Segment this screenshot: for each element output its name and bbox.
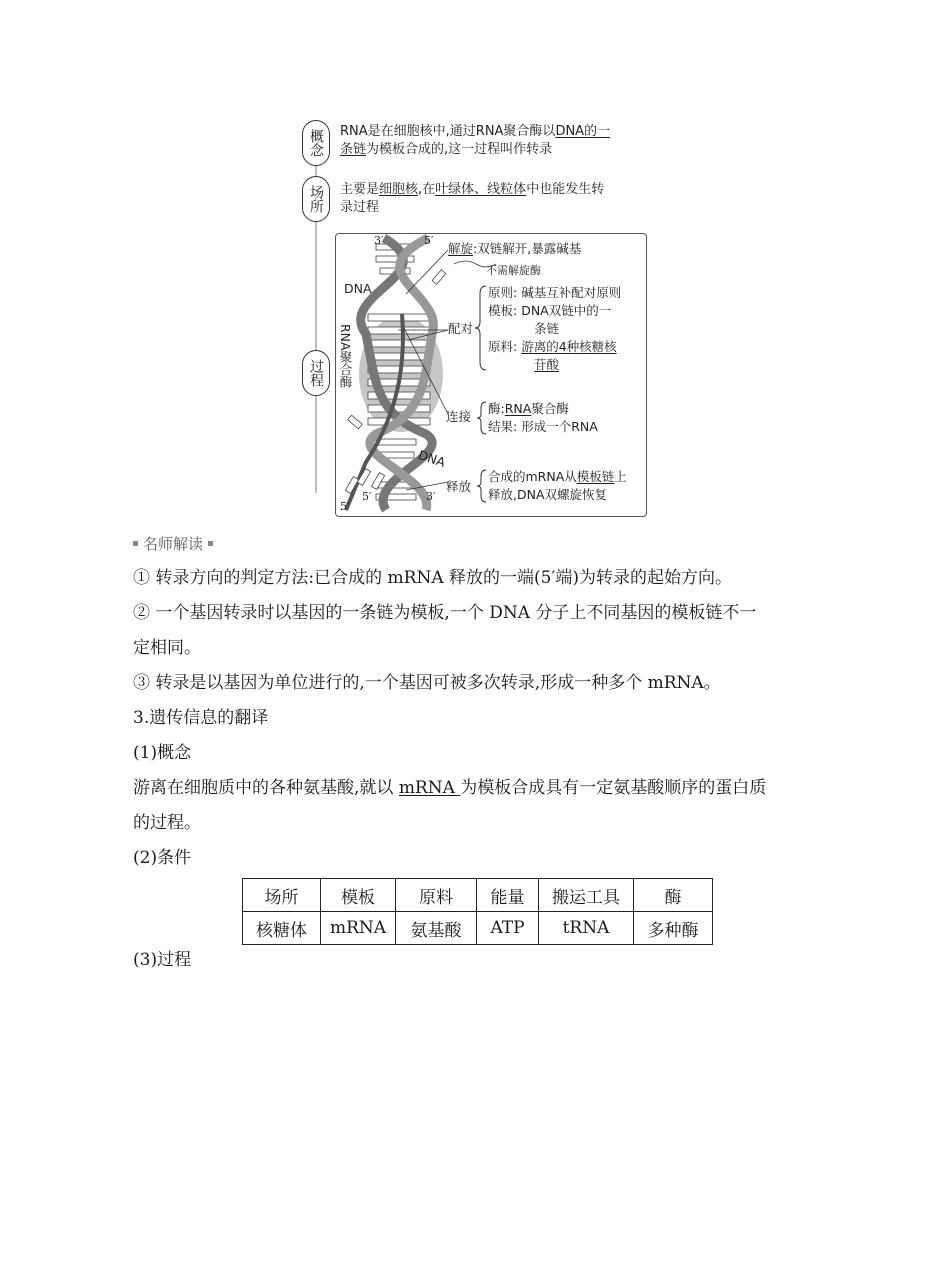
concept-paragraph: 游离在细胞质中的各种氨基酸,就以 mRNA 为模板合成具有一定氨基酸顺序的蛋白质 <box>133 778 767 798</box>
conditions-table <box>242 878 713 945</box>
note-2-cont: 定相同。 <box>133 638 201 658</box>
subheading-concept: (1)概念 <box>133 743 192 763</box>
table-cell: 核糖体 <box>243 912 321 945</box>
bullet-square-icon <box>208 541 213 546</box>
unwind-label: 解旋:双链解开,暴露碱基 <box>448 241 582 256</box>
bullet-square-icon <box>133 541 138 546</box>
note-2: ② 一个基因转录时以基因的一条链为模板,一个 DNA 分子上不同基因的模板链不一 <box>133 603 757 623</box>
concept-paragraph-cont: 的过程。 <box>133 813 201 833</box>
table-cell: 氨基酸 <box>396 912 477 945</box>
table-cell: mRNA <box>321 912 396 945</box>
section-heading: 3.遗传信息的翻译 <box>133 708 269 728</box>
table-row <box>243 912 713 945</box>
table-cell: ATP <box>477 912 539 945</box>
concept-oval: 概念 <box>302 120 330 166</box>
site-text: 主要是细胞核,在叶绿体、线粒体中也能发生转 录过程 <box>340 182 605 215</box>
table-header-cell: 原料 <box>396 879 477 912</box>
end-5-bottom-left: 5′ <box>340 500 350 513</box>
subheading-process: (3)过程 <box>133 950 192 970</box>
link-details: 酶:RNA聚合酶 结果: 形成一个RNA <box>488 401 598 434</box>
process-oval: 过程 <box>302 350 330 396</box>
end-5-top: 5′ <box>424 234 434 247</box>
table-header-row <box>243 879 713 912</box>
table-header-cell: 能量 <box>477 879 539 912</box>
transcription-diagram <box>335 233 647 517</box>
note-1: ① 转录方向的判定方法:已合成的 mRNA 释放的一端(5′端)为转录的起始方向。 <box>133 568 732 588</box>
pair-details: 原则: 碱基互补配对原则 模板: DNA双链中的一 条链 原料: 游离的4种核糖核 苷酸 <box>488 285 622 372</box>
link-label: 连接 <box>446 409 472 424</box>
note-3: ③ 转录是以基因为单位进行的,一个基因可被多次转录,形成一种多个 mRNA。 <box>133 673 721 693</box>
transcription-figure <box>300 118 652 520</box>
dna-top-label: DNA <box>344 281 372 296</box>
pair-label: 配对 <box>448 321 474 336</box>
table-cell: 多种酶 <box>634 912 713 945</box>
end-3-top: 3′ <box>374 234 384 247</box>
rna-polymerase-label: RNA聚合酶 <box>338 324 353 389</box>
table-header-cell: 场所 <box>243 879 321 912</box>
release-details: 合成的mRNA从模板链上 释放,DNA双螺旋恢复 <box>488 469 627 502</box>
end-3-bottom-right: 3′ <box>426 490 436 503</box>
section-tag: 名师解读 <box>133 533 213 554</box>
table-header-cell: 酶 <box>634 879 713 912</box>
end-5-bottom-mid: 5′ <box>362 490 372 503</box>
table-cell: tRNA <box>539 912 634 945</box>
table-header-cell: 搬运工具 <box>539 879 634 912</box>
release-label: 释放 <box>446 479 472 494</box>
table-header-cell: 模板 <box>321 879 396 912</box>
dna-bottom-label: DNA <box>416 447 448 470</box>
unwind-note: 不需解旋酶 <box>486 264 541 277</box>
subheading-conditions: (2)条件 <box>133 848 192 868</box>
site-oval: 场所 <box>302 176 330 222</box>
concept-text: RNA是在细胞核中,通过RNA聚合酶以DNA的一 条链为模板合成的,这一过程叫作转录 <box>340 124 611 157</box>
